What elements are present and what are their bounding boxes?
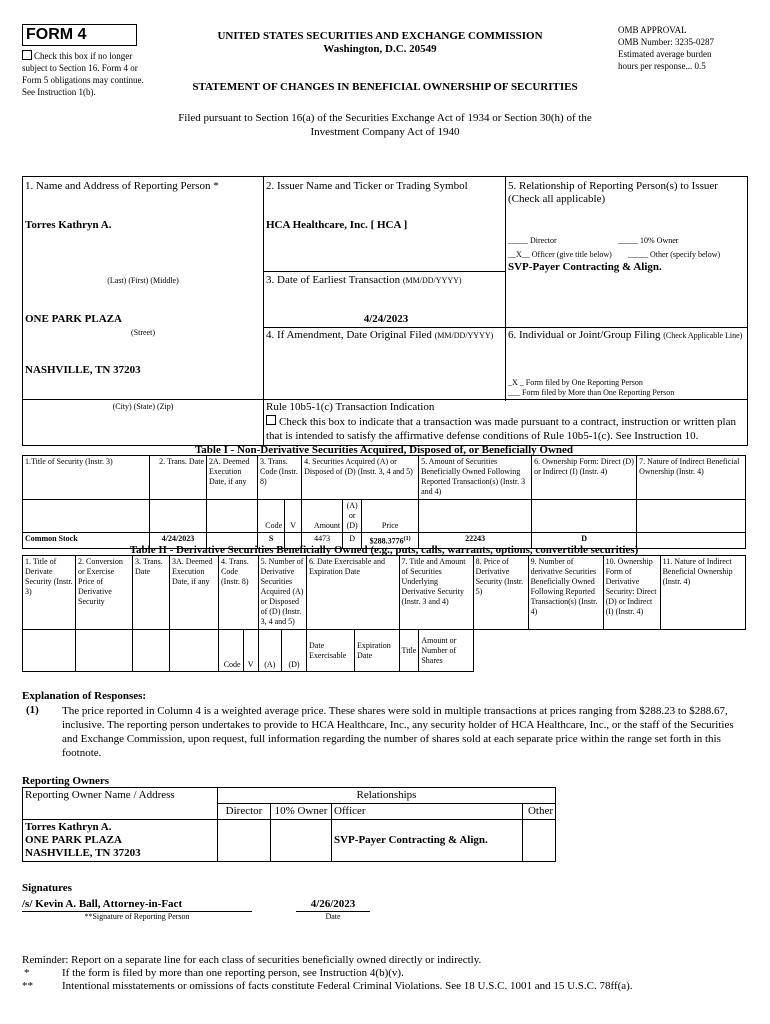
owners-col-rel: Relationships — [218, 788, 556, 804]
reporting-person-name: Torres Kathryn A. — [25, 219, 112, 231]
box3-label: 3. Date of Earliest Transaction (MM/DD/YYYY) — [266, 274, 462, 286]
t2-h1: 1. Title of Derivate Security (Instr. 3) — [23, 556, 76, 630]
owners-heading: Reporting Owners — [22, 775, 110, 787]
t2-h8: 8. Price of Derivative Security (Instr. 5) — [473, 556, 528, 630]
footer-star1: * — [24, 967, 30, 979]
issuer-name: HCA Healthcare, Inc. [ HCA ] — [266, 219, 408, 231]
t2-h5: 5. Number of Derivative Securities Acquired (A) or Disposed of (D) (Instr. 3, 4 and 5) — [258, 556, 306, 630]
t1-sub-amount: Amount — [302, 500, 343, 533]
t1-sub-aord: (A) or (D) — [343, 500, 362, 533]
t2-h7: 7. Title and Amount of Securities Underlying Derivative Security (Instr. 3 and 4) — [399, 556, 473, 630]
street-value: ONE PARK PLAZA — [25, 313, 122, 325]
earliest-transaction-date: 4/24/2023 — [363, 313, 409, 325]
t1-security-title: Common Stock — [23, 533, 150, 549]
t2-h4: 4. Trans. Code (Instr. 8) — [219, 556, 259, 630]
t1-h2a: 2A. Deemed Execution Date, if any — [207, 456, 258, 500]
owners-col-ten: 10% Owner — [271, 804, 332, 820]
t2-sub-exercisable: Date Exercisable — [307, 630, 355, 672]
street-label: (Street) — [131, 328, 155, 337]
t1-h4: 4. Securities Acquired (A) or Disposed of (D) (Instr. 3, 4 and 5) — [302, 456, 419, 500]
signer: /s/ Kevin A. Ball, Attorney-in-Fact — [22, 898, 252, 912]
agency-name: UNITED STATES SECURITIES AND EXCHANGE COMMISSION — [217, 30, 543, 42]
explanation-heading: Explanation of Responses: — [22, 690, 147, 702]
rule-checkbox[interactable] — [266, 415, 276, 425]
city-value: NASHVILLE, TN 37203 — [25, 364, 141, 376]
t2-h6: 6. Date Exercisable and Expiration Date — [307, 556, 400, 630]
footer-note1: If the form is filed by more than one reporting person, see Instruction 4(b)(v). — [62, 967, 404, 979]
owners-col-name: Reporting Owner Name / Address — [23, 788, 218, 820]
reminder: Reminder: Report on a separate line for each class of securities beneficially owned directly or indirectly. — [22, 954, 482, 966]
director-option[interactable]: _____ Director — [508, 236, 557, 245]
officer-option[interactable]: __X__ Officer (give title below) — [508, 250, 612, 259]
t1-amount: 4473 — [302, 533, 343, 549]
rule-label: Rule 10b5-1(c) Transaction Indication — [266, 401, 435, 413]
owners-col-other: Other — [523, 804, 556, 820]
table2 — [22, 555, 746, 672]
checkbox[interactable] — [22, 50, 32, 60]
owners-col-officer: Officer — [332, 804, 523, 820]
one-reporting-person-option[interactable]: _X _ Form filed by One Reporting Person — [508, 378, 643, 387]
t2-sub-v: V — [243, 630, 258, 672]
box2-label: 2. Issuer Name and Ticker or Trading Symbol — [266, 180, 468, 192]
t2-h3a: 3A. Deemed Execution Date, if any — [170, 556, 219, 630]
t1-h1: 1.Title of Security (Instr. 3) — [23, 456, 150, 500]
ten-pct-owner-option[interactable]: _____ 10% Owner — [618, 236, 679, 245]
name-parts-label: (Last) (First) (Middle) — [107, 276, 179, 285]
date-label: Date — [325, 912, 341, 921]
t2-sub-amount: Amount or Number of Shares — [419, 630, 473, 672]
agency-location: Washington, D.C. 20549 — [323, 43, 437, 55]
t1-trans-code: S — [258, 533, 285, 549]
t1-h3: 3. Trans. Code (Instr. 8) — [258, 456, 302, 500]
t1-sub-v: V — [285, 500, 302, 533]
t1-trans-date: 4/24/2023 — [150, 533, 207, 549]
box4-label: 4. If Amendment, Date Original Filed (MM/DD/YYYY) — [266, 329, 494, 341]
owner-officer-title: SVP-Payer Contracting & Align. — [332, 820, 523, 862]
t1-aord: D — [343, 533, 362, 549]
omb-approval: OMB APPROVAL OMB Number: 3235-0287 Estimated average burden hours per response... 0.5 — [618, 25, 714, 71]
footnote-number: (1) — [26, 704, 39, 716]
t2-h10: 10. Ownership Form of Derivative Security: Direct (D) or Indirect (I) (Instr. 4) — [603, 556, 660, 630]
t2-sub-code: Code — [219, 630, 244, 672]
t2-h3: 3. Trans. Date — [133, 556, 170, 630]
t1-sub-price: Price — [362, 500, 419, 533]
signature-label: **Signature of Reporting Person — [84, 912, 190, 921]
owners-table — [22, 787, 556, 862]
footnote-text: The price reported in Column 4 is a weighted average price. These shares were sold in multiple transactions at prices ranging from $288.23 to $288.67, inclusive. The reporting person undertakes to provide to HCA Healthcare, Inc., any security holder of HCA Healthcare, Inc., or the staff of the Securities and Exchange Commission, upon request, full information regarding the number of shares sold at each separate price within the range set forth in this footnote. — [62, 705, 734, 759]
t2-h11: 11. Nature of Indirect Beneficial Ownership (Instr. 4) — [660, 556, 745, 630]
t2-sub-a: (A) — [258, 630, 281, 672]
other-option[interactable]: _____ Other (specify below) — [628, 250, 721, 259]
t2-sub-expiration: Expiration Date — [355, 630, 399, 672]
table1-title: Table I - Non-Derivative Securities Acquired, Disposed of, or Beneficially Owned — [194, 444, 574, 456]
owners-col-director: Director — [218, 804, 271, 820]
signature-date: 4/26/2023 — [296, 898, 370, 912]
table-row — [23, 820, 556, 862]
officer-title: SVP-Payer Contracting & Align. — [508, 261, 662, 273]
t1-h6: 6. Ownership Form: Direct (D) or Indirect (I) (Instr. 4) — [532, 456, 637, 500]
t1-price: $288.3776$^{(1)}$ — [362, 533, 419, 549]
box5-label: 5. Relationship of Reporting Person(s) to Issuer (Check all applicable) — [508, 180, 718, 205]
footer-star2: ** — [22, 980, 33, 992]
t1-h2: 2. Trans. Date — [150, 456, 207, 500]
city-label: (City) (State) (Zip) — [112, 402, 174, 411]
more-reporting-persons-option[interactable]: ___ Form filed by More than One Reporting Person — [508, 388, 675, 397]
t1-h7: 7. Nature of Indirect Beneficial Ownership (Instr. 4) — [637, 456, 746, 500]
filed-pursuant: Filed pursuant to Section 16(a) of the Securities Exchange Act of 1934 or Section 30(h) of the Investment Company Act of 1940 — [178, 112, 592, 138]
no-longer-subject-checkbox-text: Check this box if no longer subject to Section 16. Form 4 or Form 5 obligations may continue. See Instruction 1(b). — [22, 51, 144, 97]
box1-label: 1. Name and Address of Reporting Person * — [25, 180, 219, 192]
statement-title: STATEMENT OF CHANGES IN BENEFICIAL OWNERSHIP OF SECURITIES — [192, 81, 578, 93]
t1-sub-code: Code — [258, 500, 285, 533]
rule-text: Check this box to indicate that a transaction was made pursuant to a contract, instruction or written plan that is intended to satisfy the affirmative defense conditions of Rule 10b5-1(c). See Instruction 10. — [266, 416, 736, 442]
signatures-heading: Signatures — [22, 882, 72, 894]
t1-owned: 22243 — [419, 533, 532, 549]
form-title-box — [22, 24, 137, 46]
top-boxes — [22, 176, 748, 446]
table2-title: Table II - Derivative Securities Beneficially Owned (e.g., puts, calls, warrants, options, convertible securities) — [129, 544, 639, 556]
owner-name-address: Torres Kathryn A. ONE PARK PLAZA NASHVILLE, TN 37203 — [23, 820, 218, 862]
form-title: FORM 4 — [26, 26, 87, 43]
footer-note2: Intentional misstatements or omissions of facts constitute Federal Criminal Violations. See 18 U.S.C. 1001 and 15 U.S.C. 78ff(a). — [62, 980, 633, 992]
t1-ownership-form: D — [532, 533, 637, 549]
box6-label: 6. Individual or Joint/Group Filing (Check Applicable Line) — [508, 329, 743, 341]
table1 — [22, 455, 746, 549]
t2-sub-d: (D) — [282, 630, 307, 672]
t2-h2: 2. Conversion or Exercise Price of Derivative Security — [76, 556, 133, 630]
t2-sub-title: Title — [399, 630, 419, 672]
t1-h5: 5. Amount of Securities Beneficially Owned Following Reported Transaction(s) (Instr. 3 and 4) — [419, 456, 532, 500]
t2-h9: 9. Number of derivative Securities Beneficially Owned Following Reported Transaction(s) (Instr. 4) — [528, 556, 603, 630]
